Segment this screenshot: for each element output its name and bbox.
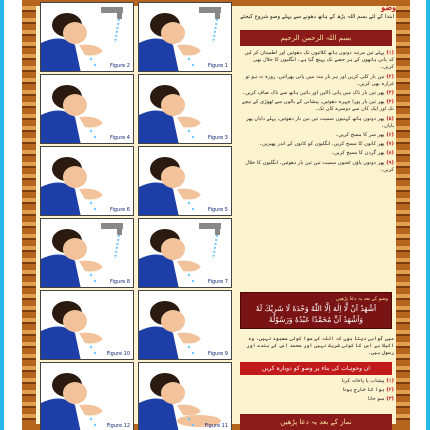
figure-panel (138, 2, 232, 72)
step-number: (۹) (384, 159, 394, 166)
step-number: (۸) (384, 150, 394, 157)
figure-label: Figure 11 (204, 423, 228, 429)
figure-label: Figure 9 (207, 351, 228, 357)
nullifiers-list (238, 378, 394, 406)
nullifiers-heading: ان وجوہات کی بناء پر وضو کو دوبارہ کریں (240, 362, 392, 375)
poster-border-left (22, 0, 36, 430)
nullifier-number: (۱) (384, 378, 394, 384)
step-text: پھر دونوں پاؤں ٹخنوں سمیت تین تین بار دھوئیں، انگلیوں کا خلال کریں۔ (245, 159, 394, 173)
nullifier-item (238, 396, 394, 403)
figure-label: Figure 2 (109, 63, 130, 69)
step-number: (۴) (384, 99, 394, 106)
nullifier-text: سو جانا (367, 396, 385, 403)
dua-translation (238, 336, 394, 360)
step-text: پھر دونوں ہاتھ کہنیوں سمیت تین تین بار دھوئیں، پہلے دایاں پھر بایاں۔ (246, 115, 394, 129)
figure-panel (138, 146, 232, 216)
nullifier-number: (۳) (384, 396, 394, 403)
step-item (238, 74, 394, 88)
dua-heading: وضو کے بعد یہ دعا پڑھیں (335, 296, 388, 302)
step-number: (۶) (384, 132, 394, 139)
step-number: (۵) (384, 115, 394, 122)
figure-label: Figure 8 (109, 279, 130, 285)
scan-edge-right (426, 0, 430, 430)
dua-line-2: وَاَشْهَدُ اَنَّ مُحَمَّدًا عَبْدُهٗ وَرَسُوْلُهٗ (268, 315, 364, 324)
figure-label: Figure 3 (207, 135, 228, 141)
figure-panel (138, 74, 232, 144)
figure-panel (40, 290, 134, 360)
bottom-banner: نماز کے بعد یہ دعا پڑھیں (240, 414, 392, 430)
figure-label: Figure 12 (106, 423, 130, 429)
figure-label: Figure 1 (207, 63, 228, 69)
steps-list (238, 50, 394, 176)
figure-grid (38, 0, 236, 430)
step-text: پھر گردن کا مسح کریں۔ (331, 150, 385, 157)
scan-edge-left (0, 0, 4, 430)
figure-panel (138, 362, 232, 430)
intro-text: ابتدا کے لئے بسم اللہ پڑھ کے ہاتھ دھونے سے پہلے وضو شروع کیجئے (240, 14, 394, 20)
dua-line-1: اَشْهَدُ اَنْ لَّا اِلٰهَ اِلَّا اللّٰهُ وَحْدَهٗ لَا شَرِيْكَ لَهٗ (255, 304, 377, 313)
step-item (238, 141, 394, 148)
figure-label: Figure 4 (109, 135, 130, 141)
wudu-poster (22, 0, 410, 430)
nullifier-text: ہوا کا خارج ہونا (343, 387, 385, 394)
figure-label: Figure 7 (207, 279, 228, 285)
figure-label: Figure 5 (207, 207, 228, 213)
poster-border-right (396, 0, 410, 430)
figure-panel (138, 290, 232, 360)
figure-label: Figure 10 (106, 351, 130, 357)
step-item (238, 116, 394, 130)
step-text: پھر تین بار ناک میں پانی ڈالیں اور بائیں ہاتھ سے ناک صاف کریں۔ (242, 90, 385, 97)
step-item (238, 132, 394, 139)
step-number: (۳) (384, 90, 394, 97)
figure-panel (40, 74, 134, 144)
nullifier-item (238, 387, 394, 394)
step-text: پھر تین بار پورا چہرہ دھوئیں، پیشانی کے بالوں سے ٹھوڑی کے نیچے تک اور ایک کان سے دوسرے کان تک۔ (241, 99, 394, 113)
figure-panel (40, 2, 134, 72)
step-item (238, 99, 394, 113)
figure-panel (40, 146, 134, 216)
instructions-column (236, 0, 396, 430)
nullifier-number: (۲) (384, 387, 394, 394)
after-dua-text: میں گواہی دیتا ہوں کہ اللہ کے سوا کوئی معبود نہیں، وہ اکیلا ہے اس کا کوئی شریک نہیں اور محمد اس کے بندے اور رسول ہیں۔ (246, 336, 394, 357)
step-number: (۲) (384, 73, 394, 80)
figure-panel (40, 362, 134, 430)
step-text: پھر سر کا مسح کریں۔ (335, 132, 385, 139)
step-item (238, 50, 394, 72)
step-item (238, 160, 394, 174)
step-number: (۷) (384, 141, 394, 148)
nullifier-text: پیشاب یا پاخانہ کرنا (341, 378, 385, 384)
page-title: وضو (381, 2, 396, 12)
bismillah-banner: بسم اللہ الرحمن الرحیم (240, 30, 392, 46)
step-item (238, 90, 394, 97)
figure-panel (138, 218, 232, 288)
figure-label: Figure 6 (109, 207, 130, 213)
nullifier-item (238, 378, 394, 385)
step-text: تین بار کلی کریں اور ہر بار منہ میں پانی پھرائیں، روزہ نہ ہو تو غرارہ بھی کریں۔ (245, 73, 394, 87)
step-text: پھر کانوں کا مسح کریں، انگلیوں کو کانوں کے اندر پھیریں۔ (259, 141, 385, 148)
step-text: پہلے تین مرتبہ دونوں ہاتھ کلائیوں تک دھوئیں اور اطمینان کر لیں کہ پانی ہاتھوں کے ہر حصے تک پہنچ گیا ہے۔ انگلیوں کا خلال بھی کریں۔ (244, 50, 394, 71)
dua-box (240, 292, 392, 329)
step-item (238, 150, 394, 157)
figure-panel (40, 218, 134, 288)
step-number: (۱) (384, 50, 394, 56)
